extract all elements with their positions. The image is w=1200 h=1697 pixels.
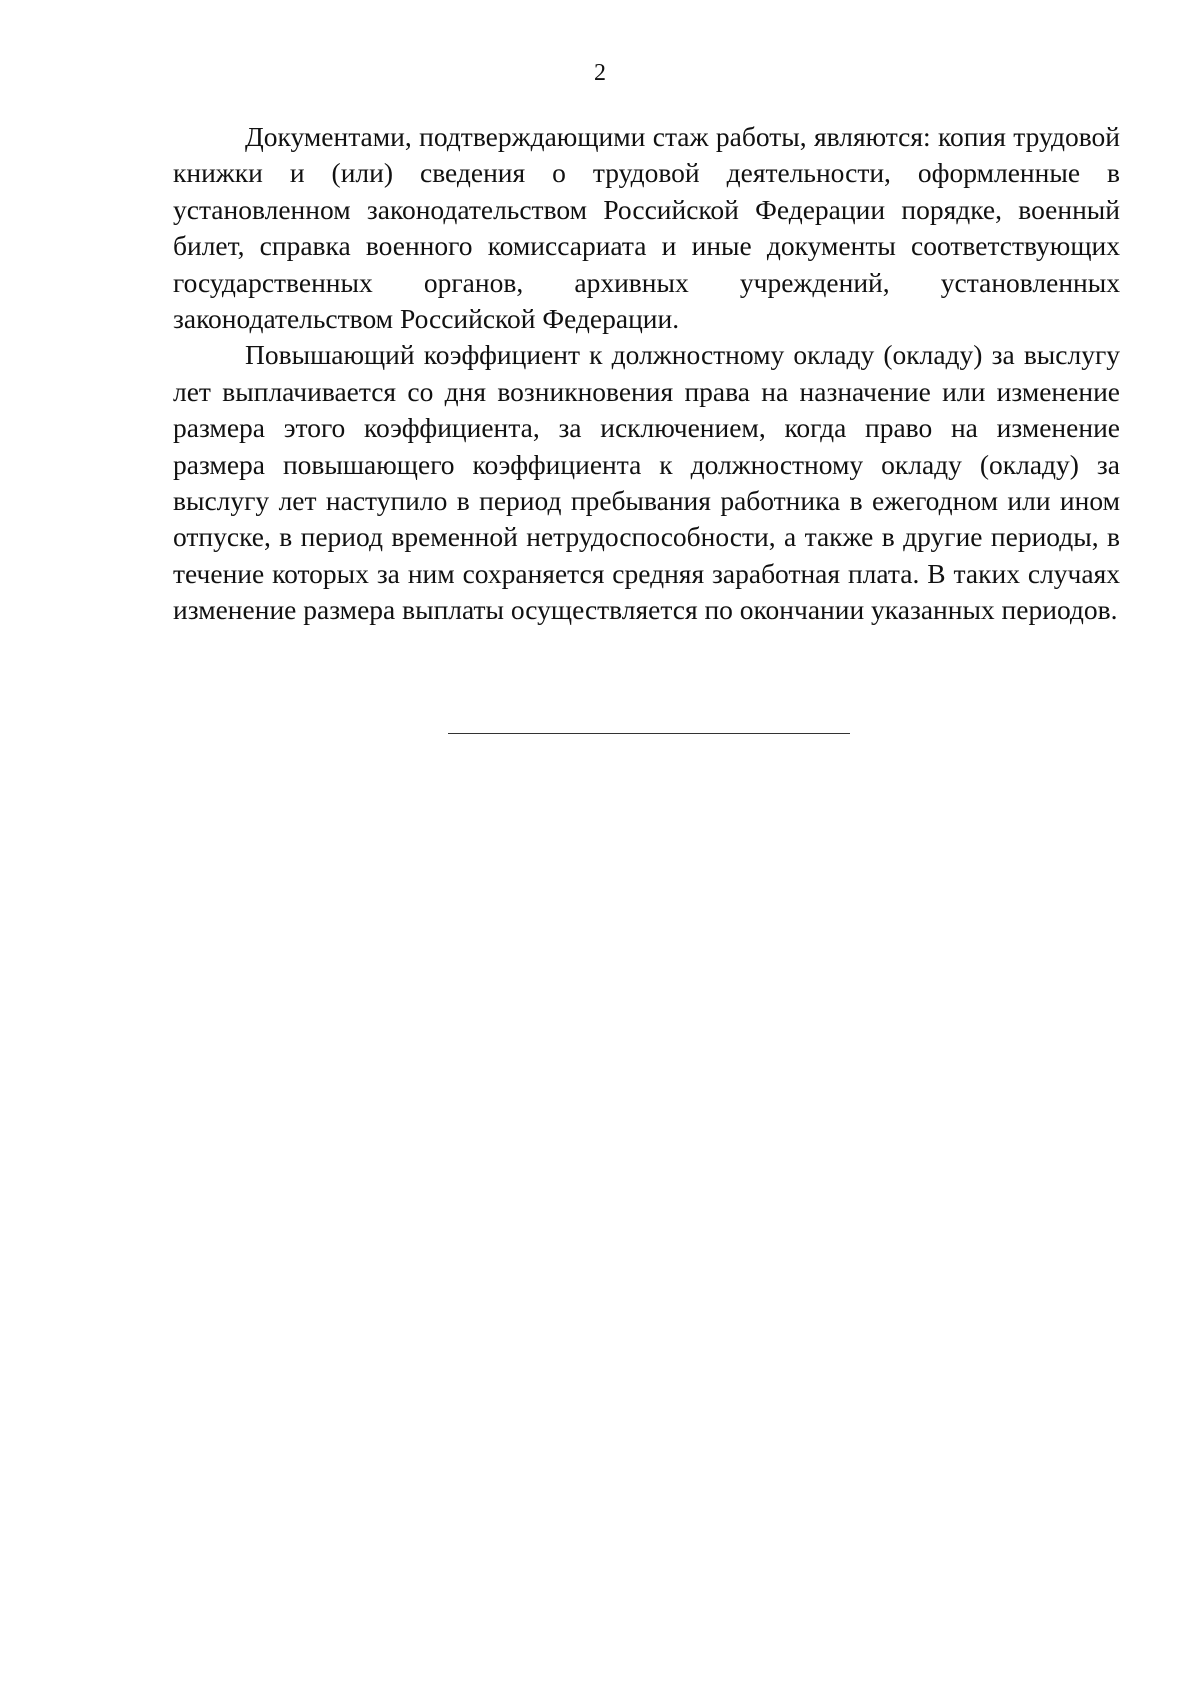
document-body (173, 119, 1120, 629)
paragraph-work-experience-documents: Документами, подтверждающими стаж работы, являются: копия трудовой книжки и (или) сведения о трудовой деятельности, оформленные в установленном законодательством Российской Федерации порядке, военный билет, справка военного комиссариата и иные документы соответствующих государственных органов, архивных учреждений, установленных законодательством Российской Федерации. (173, 121, 1120, 335)
end-of-document-rule (448, 733, 850, 734)
page-number: 2 (594, 60, 606, 86)
paragraph-seniority-coefficient: Повышающий коэффициент к должностному окладу (окладу) за выслугу лет выплачивается со дня возникновения права на назначение или изменение размера этого коэффициента, за исключением, когда право на изменение размера повышающего коэффициента к должностному окладу (окладу) за выслугу лет наступило в период пребывания работника в ежегодном или ином отпуске, в период временной нетрудоспособности, а также в другие периоды, в течение которых за ним сохраняется средняя заработная плата. В таких случаях изменение размера выплаты осуществляется по окончании указанных периодов. (173, 339, 1120, 626)
